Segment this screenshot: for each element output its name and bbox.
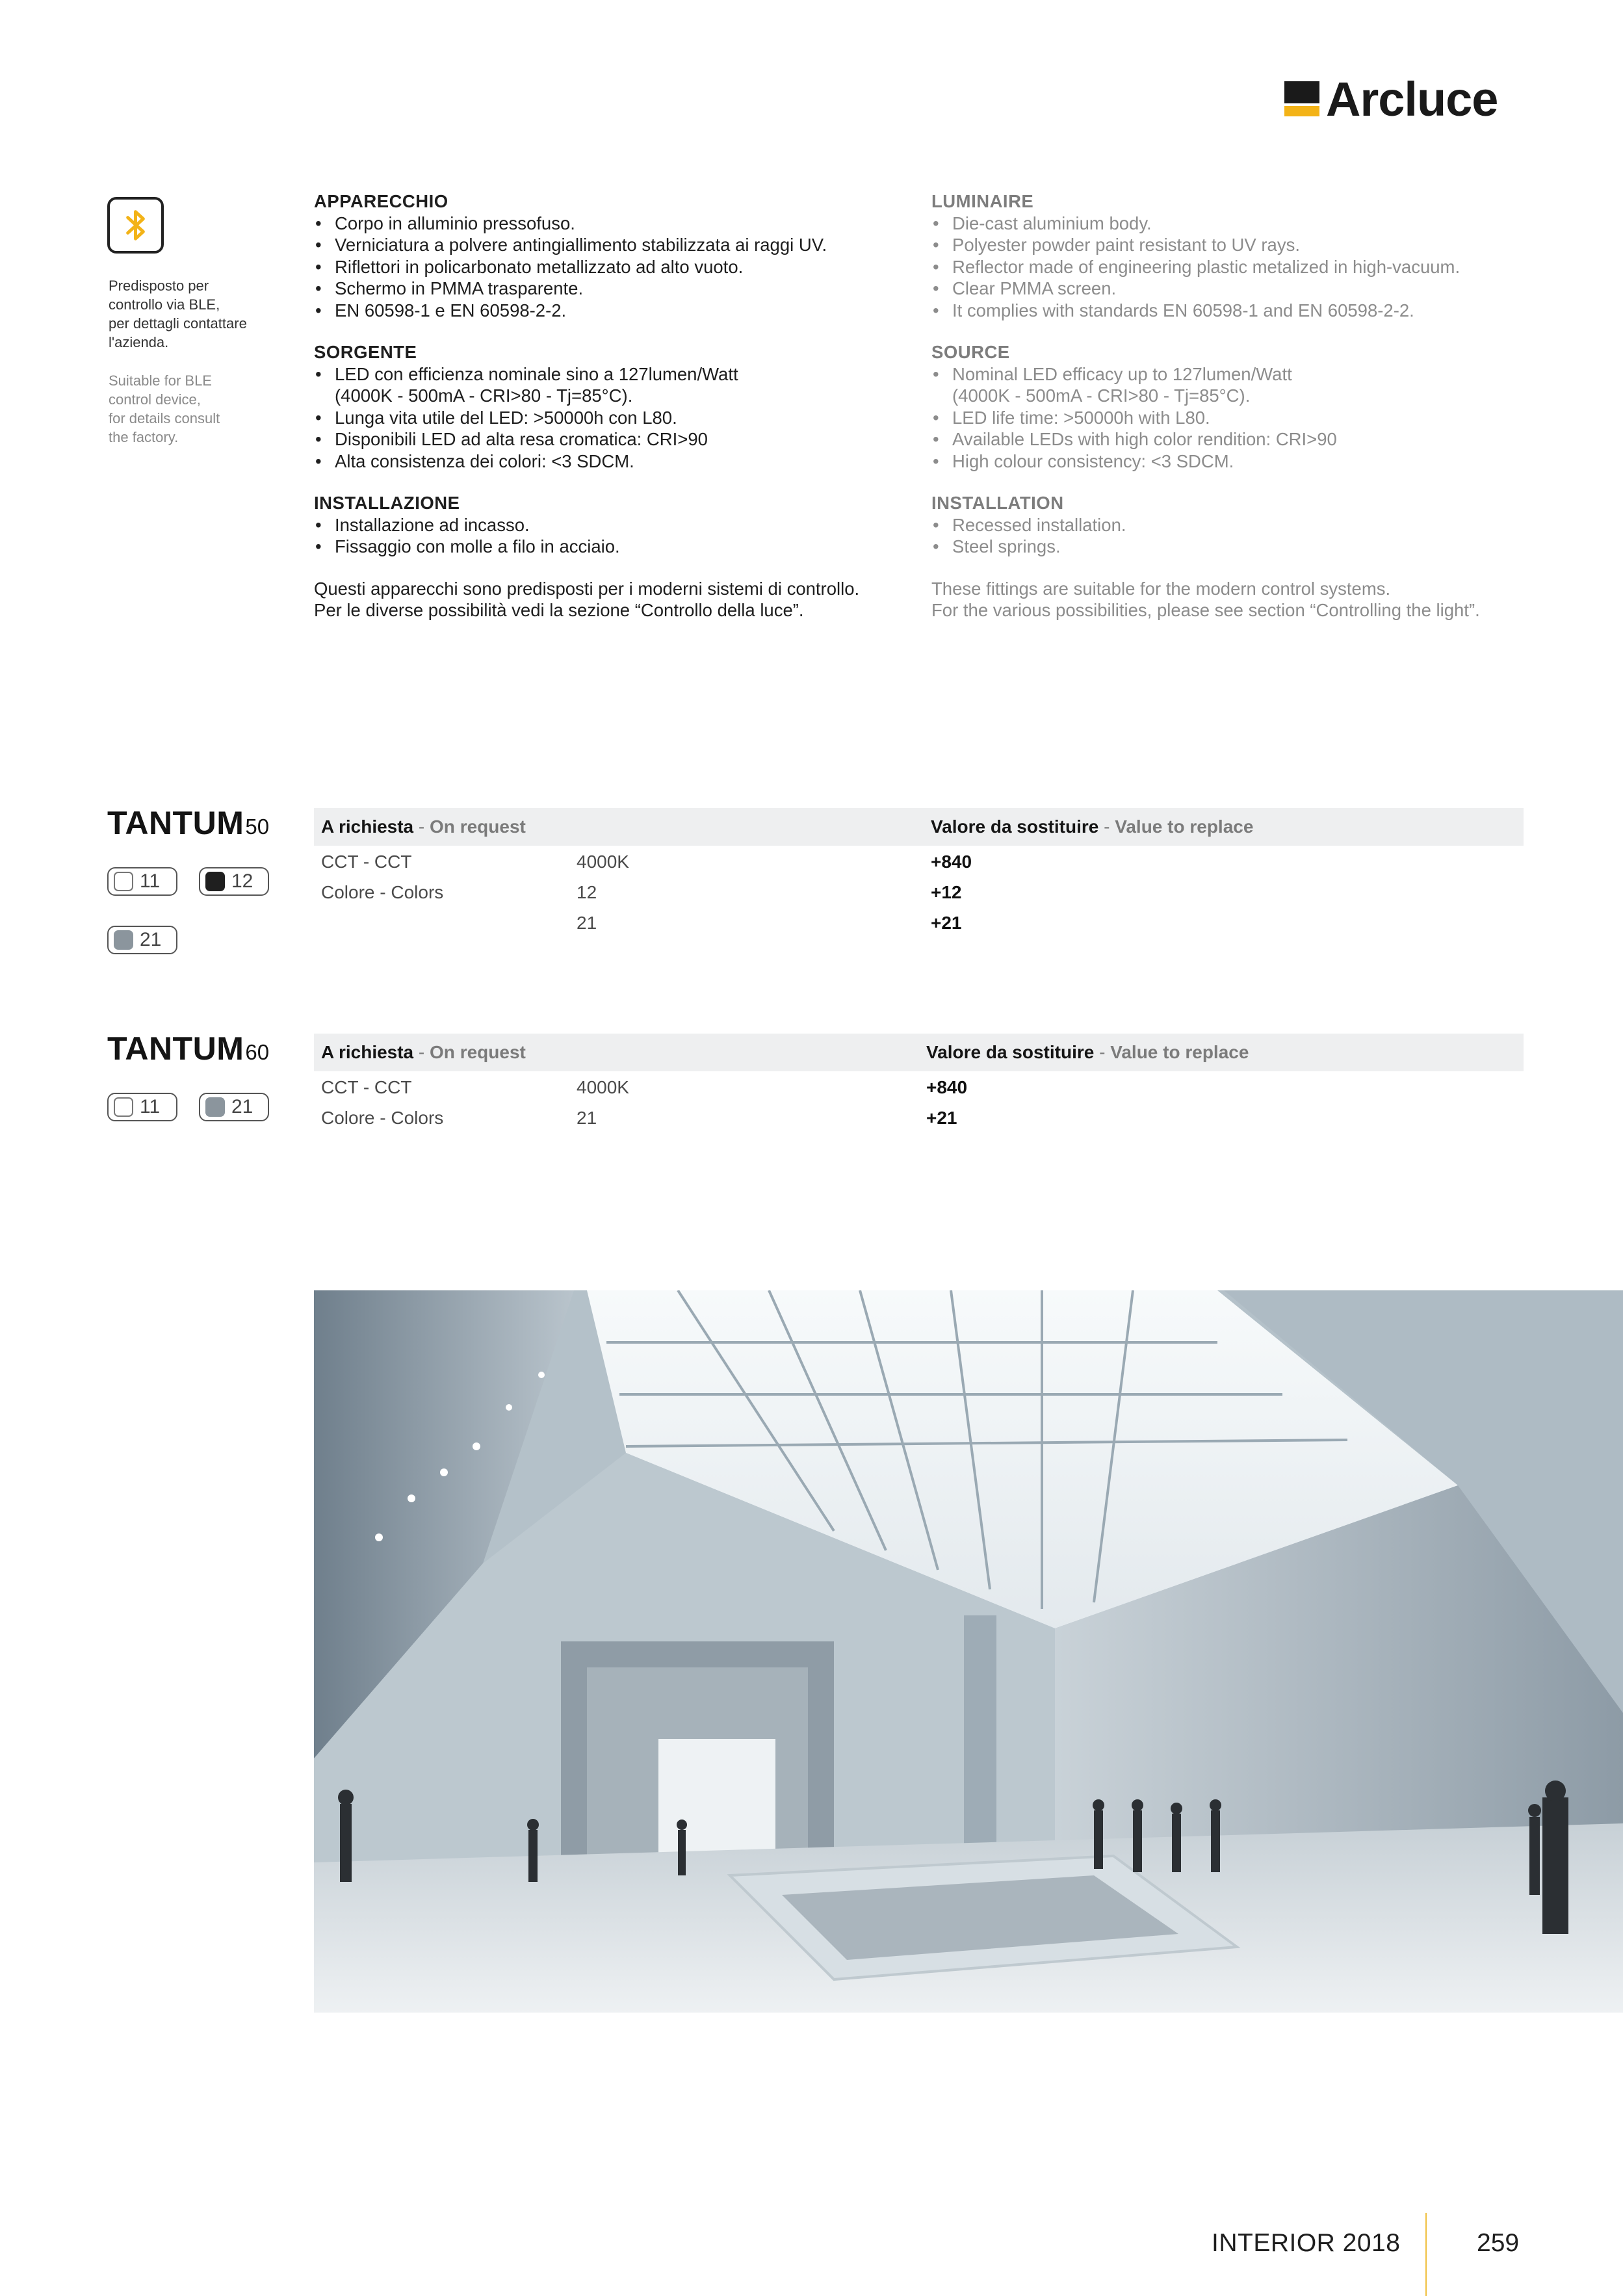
header-value-to-replace: Valore da sostituire - Value to replace — [931, 816, 1254, 837]
table-row-label: Colore - Colors — [321, 1108, 444, 1128]
spec-item: • Steel springs. — [931, 536, 1529, 558]
table-row-replace: +12 — [931, 882, 962, 902]
spec-item: • Corpo in alluminio pressofuso. — [314, 213, 912, 235]
spec-section-installation: INSTALLATION • Recessed installation. • Steel springs. — [931, 492, 1529, 558]
table-row-label: CCT - CCT — [321, 1077, 412, 1097]
spec-item: • Recessed installation. — [931, 514, 1529, 536]
table-row-label: CCT - CCT — [321, 852, 412, 872]
spec-item-continued: (4000K - 500mA - CRI>80 - Tj=85°C). — [335, 385, 633, 406]
spec-item: • LED life time: >50000h with L80. — [931, 407, 1529, 429]
brand-logo — [1284, 73, 1498, 125]
bluetooth-icon — [107, 197, 164, 254]
page-number: 259 — [1477, 2229, 1520, 2257]
ble-note-italian: Predisposto per controllo via BLE, per dettagli contattare l'azienda. — [109, 278, 247, 350]
atrium-photo — [314, 1290, 1623, 2013]
brand-name: Arcluce — [1326, 72, 1498, 126]
finish-swatch-grey — [114, 930, 133, 950]
product-title-tantum50: TANTUM50 — [107, 805, 270, 841]
logo-mark-icon — [1284, 81, 1319, 116]
finish-chip: 12 — [199, 867, 269, 896]
spec-item: • Schermo in PMMA trasparente. — [314, 278, 912, 300]
spec-item: • Polyester powder paint resistant to UV rays. — [931, 234, 1529, 256]
spec-item: • Clear PMMA screen. — [931, 278, 1529, 300]
spec-item: • Available LEDs with high color rendition: CRI>90 — [931, 428, 1529, 450]
spec-item: • Lunga vita utile del LED: >50000h con L80. — [314, 407, 912, 429]
header-on-request: A richiesta - On request — [321, 1042, 526, 1062]
table-row-value: 12 — [577, 882, 597, 902]
header-on-request: A richiesta - On request — [321, 816, 526, 837]
spec-section-sorgente: SORGENTE • LED con efficienza nominale sino a 127lumen/Watt (4000K - 500mA - CRI>80 - Tj=85°C). • Lunga vita utile del LED: >50000h con L80. • Disponibili LED ad alta resa cromatica: CRI>90 • Alta consistenza dei colori: <3 SDCM. — [314, 341, 912, 472]
product-title-tantum60: TANTUM60 — [107, 1030, 270, 1067]
spec-column-italian — [314, 190, 912, 621]
footer-catalog-title: INTERIOR 2018 — [1212, 2229, 1401, 2257]
finish-chip: 11 — [107, 867, 177, 896]
spec-item: • EN 60598-1 e EN 60598-2-2. — [314, 300, 912, 322]
spec-item: • LED con efficienza nominale sino a 127lumen/Watt — [314, 363, 912, 385]
spec-item: • Die-cast aluminium body. — [931, 213, 1529, 235]
table-row-label: Colore - Colors — [321, 882, 444, 902]
spec-section-apparecchio: APPARECCHIO • Corpo in alluminio pressofuso. • Verniciatura a polvere antingiallimento stabilizzata ai raggi UV. • Riflettori in policarbonato metallizzato ad alto vuoto. • Schermo in PMMA trasparente. • EN 60598-1 e EN 60598-2-2. — [314, 190, 912, 321]
finish-chip: 11 — [107, 1093, 177, 1121]
finish-swatch-white — [114, 872, 133, 891]
spec-item-continued: (4000K - 500mA - CRI>80 - Tj=85°C). — [952, 385, 1251, 406]
table-row-replace: +840 — [926, 1077, 968, 1097]
spec-item: • It complies with standards EN 60598-1 and EN 60598-2-2. — [931, 300, 1529, 322]
control-note-italian: Questi apparecchi sono predisposti per i moderni sistemi di controllo. Per le diverse possibilità vedi la sezione “Controllo della luce”. — [314, 578, 860, 620]
finish-chip: 21 — [107, 926, 177, 954]
spec-item: • Alta consistenza dei colori: <3 SDCM. — [314, 450, 912, 473]
finish-swatch-grey — [205, 1097, 225, 1117]
spec-section-source: SOURCE • Nominal LED efficacy up to 127lumen/Watt (4000K - 500mA - CRI>80 - Tj=85°C). • LED life time: >50000h with L80. • Available LEDs with high color rendition: CRI>90 • High colour consistency: <3 SDCM. — [931, 341, 1529, 472]
table-row-value: 21 — [577, 1108, 597, 1128]
spec-item: • High colour consistency: <3 SDCM. — [931, 450, 1529, 473]
table-row-replace: +21 — [926, 1108, 957, 1128]
finish-swatch-white — [114, 1097, 133, 1117]
spec-item: • Disponibili LED ad alta resa cromatica: CRI>90 — [314, 428, 912, 450]
spec-item: • Installazione ad incasso. — [314, 514, 912, 536]
table-row-value: 4000K — [577, 1077, 629, 1097]
spec-item: • Fissaggio con molle a filo in acciaio. — [314, 536, 912, 558]
table-row-value: 21 — [577, 913, 597, 933]
finish-chip: 21 — [199, 1093, 269, 1121]
spec-item: • Reflector made of engineering plastic metalized in high-vacuum. — [931, 256, 1529, 278]
control-note-english: These fittings are suitable for the modern control systems. For the various possibilities, please see section “Controlling the light”. — [931, 578, 1480, 620]
table-row-value: 4000K — [577, 852, 629, 872]
table-row-replace: +21 — [931, 913, 962, 933]
spec-section-installazione: INSTALLAZIONE • Installazione ad incasso. • Fissaggio con molle a filo in acciaio. — [314, 492, 912, 558]
table-row-replace: +840 — [931, 852, 972, 872]
header-value-to-replace: Valore da sostituire - Value to replace — [926, 1042, 1249, 1062]
ble-note-english: Suitable for BLE control device, for details consult the factory. — [109, 372, 220, 445]
spec-item: • Verniciatura a polvere antingiallimento stabilizzata ai raggi UV. — [314, 234, 912, 256]
spec-column-english — [931, 190, 1529, 621]
spec-section-luminaire: LUMINAIRE • Die-cast aluminium body. • Polyester powder paint resistant to UV rays. • Reflector made of engineering plastic metalized in high-vacuum. • Clear PMMA screen. • It complies with standards EN 60598-1 and EN 60598-2-2. — [931, 190, 1529, 321]
finish-swatch-black — [205, 872, 225, 891]
spec-item: • Riflettori in policarbonato metallizzato ad alto vuoto. — [314, 256, 912, 278]
footer-divider — [1425, 2213, 1427, 2296]
spec-item: • Nominal LED efficacy up to 127lumen/Watt — [931, 363, 1529, 385]
